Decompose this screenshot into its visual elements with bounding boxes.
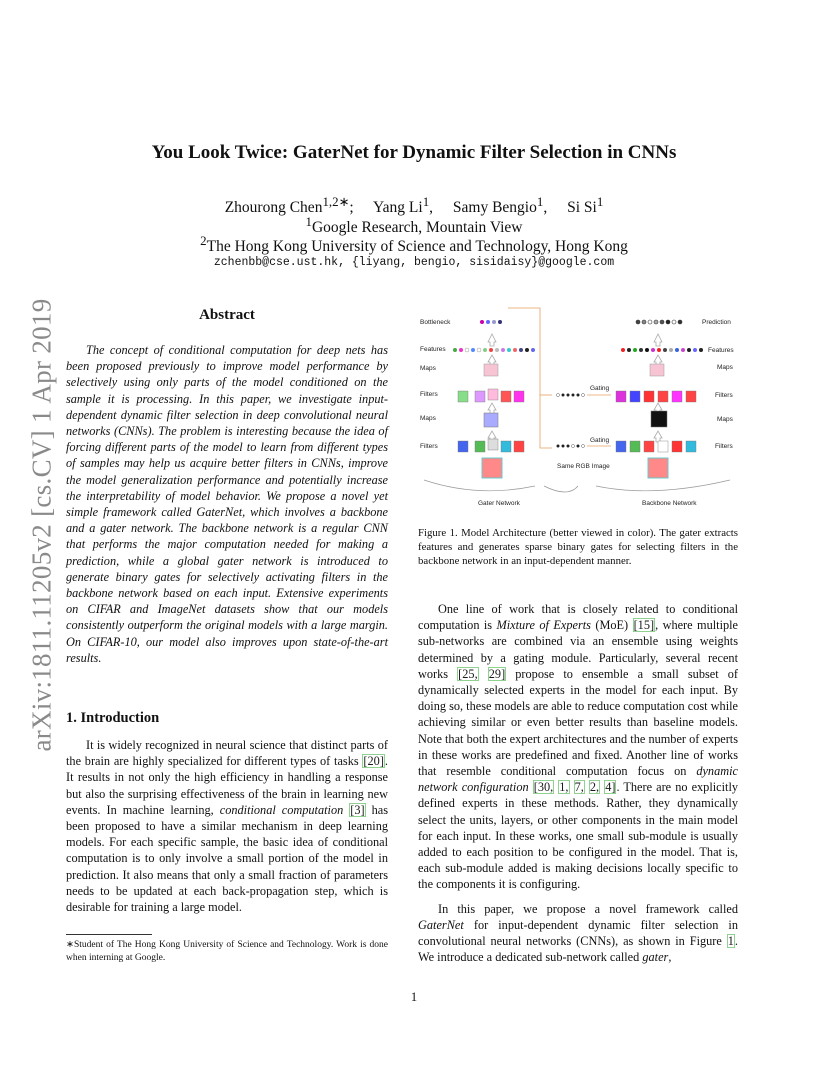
footnote: ∗Student of The Hong Kong University of Science and Technology. Work is done when interning at Google. [66, 940, 388, 963]
label-bottleneck: Bottleneck [420, 319, 451, 326]
citation-link[interactable]: [20] [363, 754, 384, 769]
intro-paragraph: It is widely recognized in neural science that distinct parts of the brain are highly specialized for different types of tasks [20]. It results in not only the high efficiency in handling a response but also the surprising effectiveness of the brain in learning new events. In machine learning, conditional computation [3] has been proposed to have a similar mechanism in deep learning models. For each specific sample, the basic idea of conditional computation is to only involve a small portion of the model in prediction. It also means that only a small fraction of parameters needs to be updated at each back-propagation step, which is desirable for training a large model. [66, 738, 389, 915]
citation-link[interactable]: 2, [589, 780, 600, 795]
author-list: Zhourong Chen$^{1,2∗}$; Yang Li$^1$, Samy Bengio$^1$, Si Si$^1$ [224, 194, 604, 217]
citation-link[interactable]: 4] [605, 780, 616, 795]
label-filters: Filters [420, 443, 438, 450]
figure-link[interactable]: 1 [727, 934, 734, 949]
author-emails: zchenbb@cse.ust.hk, {liyang, bengio, sisidaisy}@google.com [213, 256, 615, 269]
citation-link[interactable]: [25, [458, 666, 478, 681]
paper-title: You Look Twice: GaterNet for Dynamic Filter Selection in CNNs [151, 142, 677, 163]
abstract-heading: Abstract [199, 307, 255, 323]
paragraph: In this paper, we propose a novel framework called GaterNet for input-dependent dynamic filter selection in convolutional neural networks (CNNs), as shown in Figure 1. We introduce a dedicated sub-network called gater, [418, 901, 738, 965]
page-number: 1 [410, 990, 418, 1004]
label-filters: Filters [715, 443, 733, 450]
author-name: Zhourong Chen [224, 199, 323, 217]
figure-caption: Figure 1. Model Architecture (better viewed in color). The gater extracts features and generates sparse binary gates for selecting filters in the backbone network in an input-dependent manner. [418, 527, 738, 568]
label-maps: Maps [420, 415, 436, 422]
affiliation-1: $^1$Google Research, Mountain View [305, 214, 523, 237]
citation-link[interactable]: [3] [350, 802, 365, 817]
label-features: Features [708, 347, 734, 354]
abstract-text: The concept of conditional computation for deep nets has been proposed previously to improve model performance by selectively using only parts of the model conditioned on the sample it is processing. In this paper, we investigate input-dependent dynamic filter selection in deep convolutional neural networks (CNNs). The problem is interesting because the idea of forcing different parts of the model to learn from different types of samples may help us acquire better filters in CNNs, improve the model generalization performance and potentially increase the interpretability of model behavior. We propose a novel yet simple framework called GaterNet, which involves a backbone and a gater network. The backbone network is a regular CNN that performs the major computation needed for making a prediction, while a global gater network is introduced to generate binary gates for selectively activating filters in the backbone network based on each input. Extensive experiments on CIFAR and ImageNet datasets show that our models consistently outperform the original models with a large margin. On CIFAR-10, our model also improves upon state-of-the-art results. [66, 343, 388, 665]
author-name: Si Si [567, 199, 597, 217]
label-prediction: Prediction [702, 319, 731, 326]
label-gating: Gating [590, 385, 610, 392]
citation-link[interactable]: [15] [633, 618, 655, 633]
citation-link[interactable]: 29] [488, 666, 506, 681]
author-sup: 1 [536, 194, 544, 209]
author-name: Yang Li [373, 199, 423, 217]
label-maps: Maps [420, 365, 436, 372]
affiliation-2: $^2$The Hong Kong University of Science and Technology, Hong Kong [200, 233, 628, 256]
label-features: Features [420, 346, 446, 353]
author-sup: 1,2∗ [322, 194, 350, 209]
citation-link[interactable]: 1, [559, 780, 569, 795]
arxiv-id: arXiv:1811.11205v2 [cs.CV] 1 Apr 2019 [26, 298, 57, 752]
author-sup: 1 [596, 194, 604, 209]
paragraph: One line of work that is closely related to conditional computation is Mixture of Experts (MoE) [15], where multiple sub-networks are combined via an ensemble using weights determined by a gating module. Particularly, several recent works [25, 29] propose to ensemble a small subset of dynamically selected experts in the model for each input. By doing so, these models are able to reduce computation cost while achieving similar or even better results than baseline models. Note that both the expert architectures and the number of experts in these works are predefined and fixed. Another line of works that resemble conditional computation focus on dynamic network configuration [30, 1, 7, 2, 4]. There are no explicitly defined experts in these methods. Rather, they dynamically select the units, layers, or other components in the main model for each input. In these works, one small sub-module is usually added to each position to be configured in the model. That is, each sub-module added is making decisions locally specific to the components it is configuring. [418, 602, 739, 892]
citation-link[interactable]: [30, [533, 780, 554, 795]
label-backbone-network: Backbone Network [642, 500, 697, 507]
architecture-diagram [418, 300, 740, 515]
arxiv-stamp [22, 292, 62, 758]
label-gating: Gating [590, 437, 610, 444]
footnote-rule [66, 934, 152, 935]
label-maps: Maps [717, 416, 733, 423]
citation-link[interactable]: 7, [574, 780, 584, 795]
label-filters: Filters [715, 392, 733, 399]
author-name: Samy Bengio [452, 199, 537, 217]
figure-architecture [418, 300, 740, 515]
label-rgb-image: Same RGB Image [557, 463, 610, 470]
label-gater-network: Gater Network [478, 500, 520, 507]
author-sup: 1 [422, 194, 430, 209]
section-heading: 1. Introduction [66, 710, 160, 726]
right-column-text [418, 601, 738, 973]
label-filters: Filters [420, 391, 438, 398]
label-maps: Maps [717, 364, 733, 371]
